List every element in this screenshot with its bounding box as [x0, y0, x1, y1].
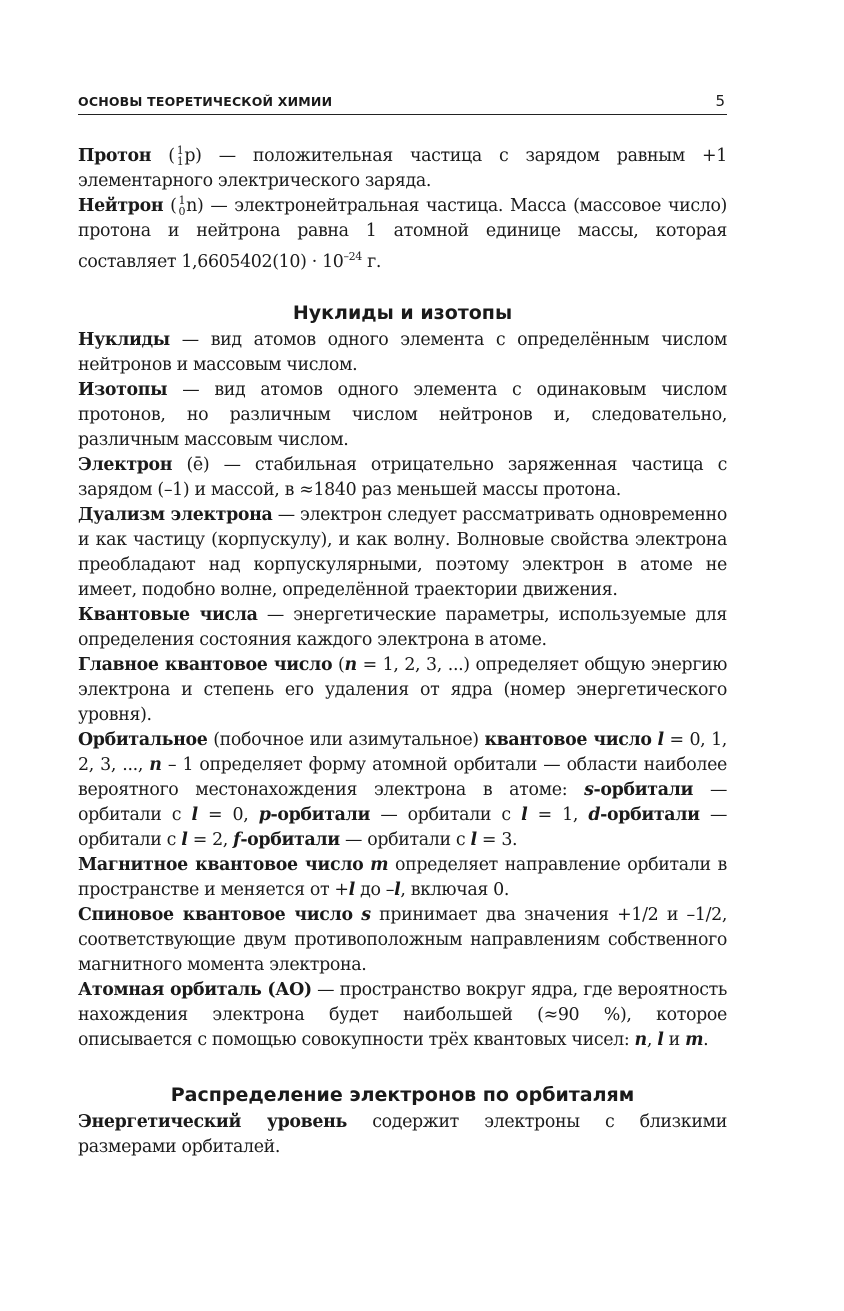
term-orbital: Орбитальное	[78, 729, 208, 750]
section-title: ОСНОВЫ ТЕОРЕТИЧЕСКОЙ ХИМИИ	[78, 94, 333, 109]
term-energy-level: Энергетический уровень	[78, 1111, 347, 1132]
heading-electron-distribution: Распределение электронов по орбиталям	[170, 1083, 635, 1106]
neutron-definition: Нейтрон ( 1 0 n) — электронейтральная частица. Масса (массовое число) протона и нейтрона равна 1 атомной единице массы, которая составляет $1,6605402(10) \cdot 10^{-24}$ г.	[78, 194, 727, 272]
term-principal-qn: Главное квантовое число	[78, 654, 333, 675]
term-electron: Электрон	[78, 454, 173, 475]
electron-definition: Электрон (ē) — стабильная отрицательно заряженная частица с зарядом (–1) и массой, в ≈1840 раз меньшей массы протона.	[78, 454, 727, 500]
nuclides-definition: Нуклиды — вид атомов одного элемента с определённым числом нейтронов и массовым числом.	[78, 329, 727, 375]
term-d-orbitals: -орбитали	[600, 804, 700, 825]
isotopes-definition: Изотопы — вид атомов одного элемента с одинаковым числом протонов, но различным числом нейтронов и, следовательно, различным массовым числом.	[78, 379, 727, 450]
term-f-orbitals: -орбитали	[240, 829, 340, 850]
neutron-nuclide-notation: 1 0	[178, 194, 186, 218]
proton-nuclide-notation: 1 1	[176, 144, 184, 168]
atomic-orbital-definition: Атомная орбиталь (АО) — пространство вокруг ядра, где вероятность нахождения электрона будет наибольшей (≈90 %), которое описывается с помощью совокупности трёх квантовых чисел: n, l и m.	[78, 979, 727, 1050]
term-proton: Протон	[78, 146, 152, 166]
term-nuclides: Нуклиды	[78, 329, 170, 350]
dualism-definition: Дуализм электрона — электрон следует рассматривать одновременно и как частицу (корпускулу), и как волну. Волновые свойства электрона преобладают над корпускулярными, поэтому электрон в атоме не имеет, подобно волне, определённой траектории движения.	[78, 504, 727, 600]
page-number: 5	[715, 92, 725, 110]
quantum-numbers-definition: Квантовые числа — энергетические параметры, используемые для определения состояния каждого электрона в атоме.	[78, 604, 727, 650]
energy-level-definition: Энергетический уровень содержит электроны с близкими размерами орбиталей.	[78, 1111, 727, 1157]
term-s-orbitals: -орбитали	[593, 779, 694, 800]
magnetic-qn-definition: Магнитное квантовое число m определяет направление орбитали в пространстве и меняется от +l до –l, включая 0.	[78, 854, 727, 900]
orbital-qn-definition: Орбитальное (побочное или азимутальное) квантовое число l = 0, 1, 2, 3, ..., n – 1 определяет форму атомной орбитали — области наиболее вероятного местонахождения электрона в атоме: s-орбитали — орбитали с l = 0, p-орбитали — орбитали с l = 1, d-орбитали — орбитали с l = 2, f-орбитали — орбитали с l = 3.	[78, 729, 728, 850]
heading-nuclides-isotopes: Нуклиды и изотопы	[292, 301, 513, 324]
term-neutron: Нейтрон	[78, 196, 164, 216]
term-dualism: Дуализм электрона	[78, 504, 273, 525]
page-body	[78, 144, 727, 1160]
spin-qn-definition: Спиновое квантовое число s принимает два значения +1/2 и –1/2, соответствующие двум противоположным направлениям собственного магнитного момента электрона.	[78, 904, 728, 975]
term-p-orbitals: -орбитали	[270, 804, 371, 825]
term-atomic-orbital: Атомная орбиталь (АО)	[78, 979, 312, 1000]
term-isotopes: Изотопы	[78, 379, 168, 400]
proton-definition: Протон ( 1 1 p) — положительная частица с зарядом равным +1 элементарного электрического заряда.	[78, 144, 727, 191]
term-magnetic-qn: Магнитное квантовое число	[78, 854, 364, 875]
exponent: –24	[343, 250, 362, 263]
principal-qn-definition: Главное квантовое число (n = 1, 2, 3, ...) определяет общую энергию электрона и степень его удаления от ядра (номер энергетического уровня).	[78, 654, 727, 725]
term-spin-qn: Спиновое квантовое число	[78, 904, 353, 925]
term-quantum-number: квантовое число	[484, 729, 652, 750]
term-quantum-numbers: Квантовые числа	[78, 604, 258, 625]
running-head	[78, 92, 727, 115]
